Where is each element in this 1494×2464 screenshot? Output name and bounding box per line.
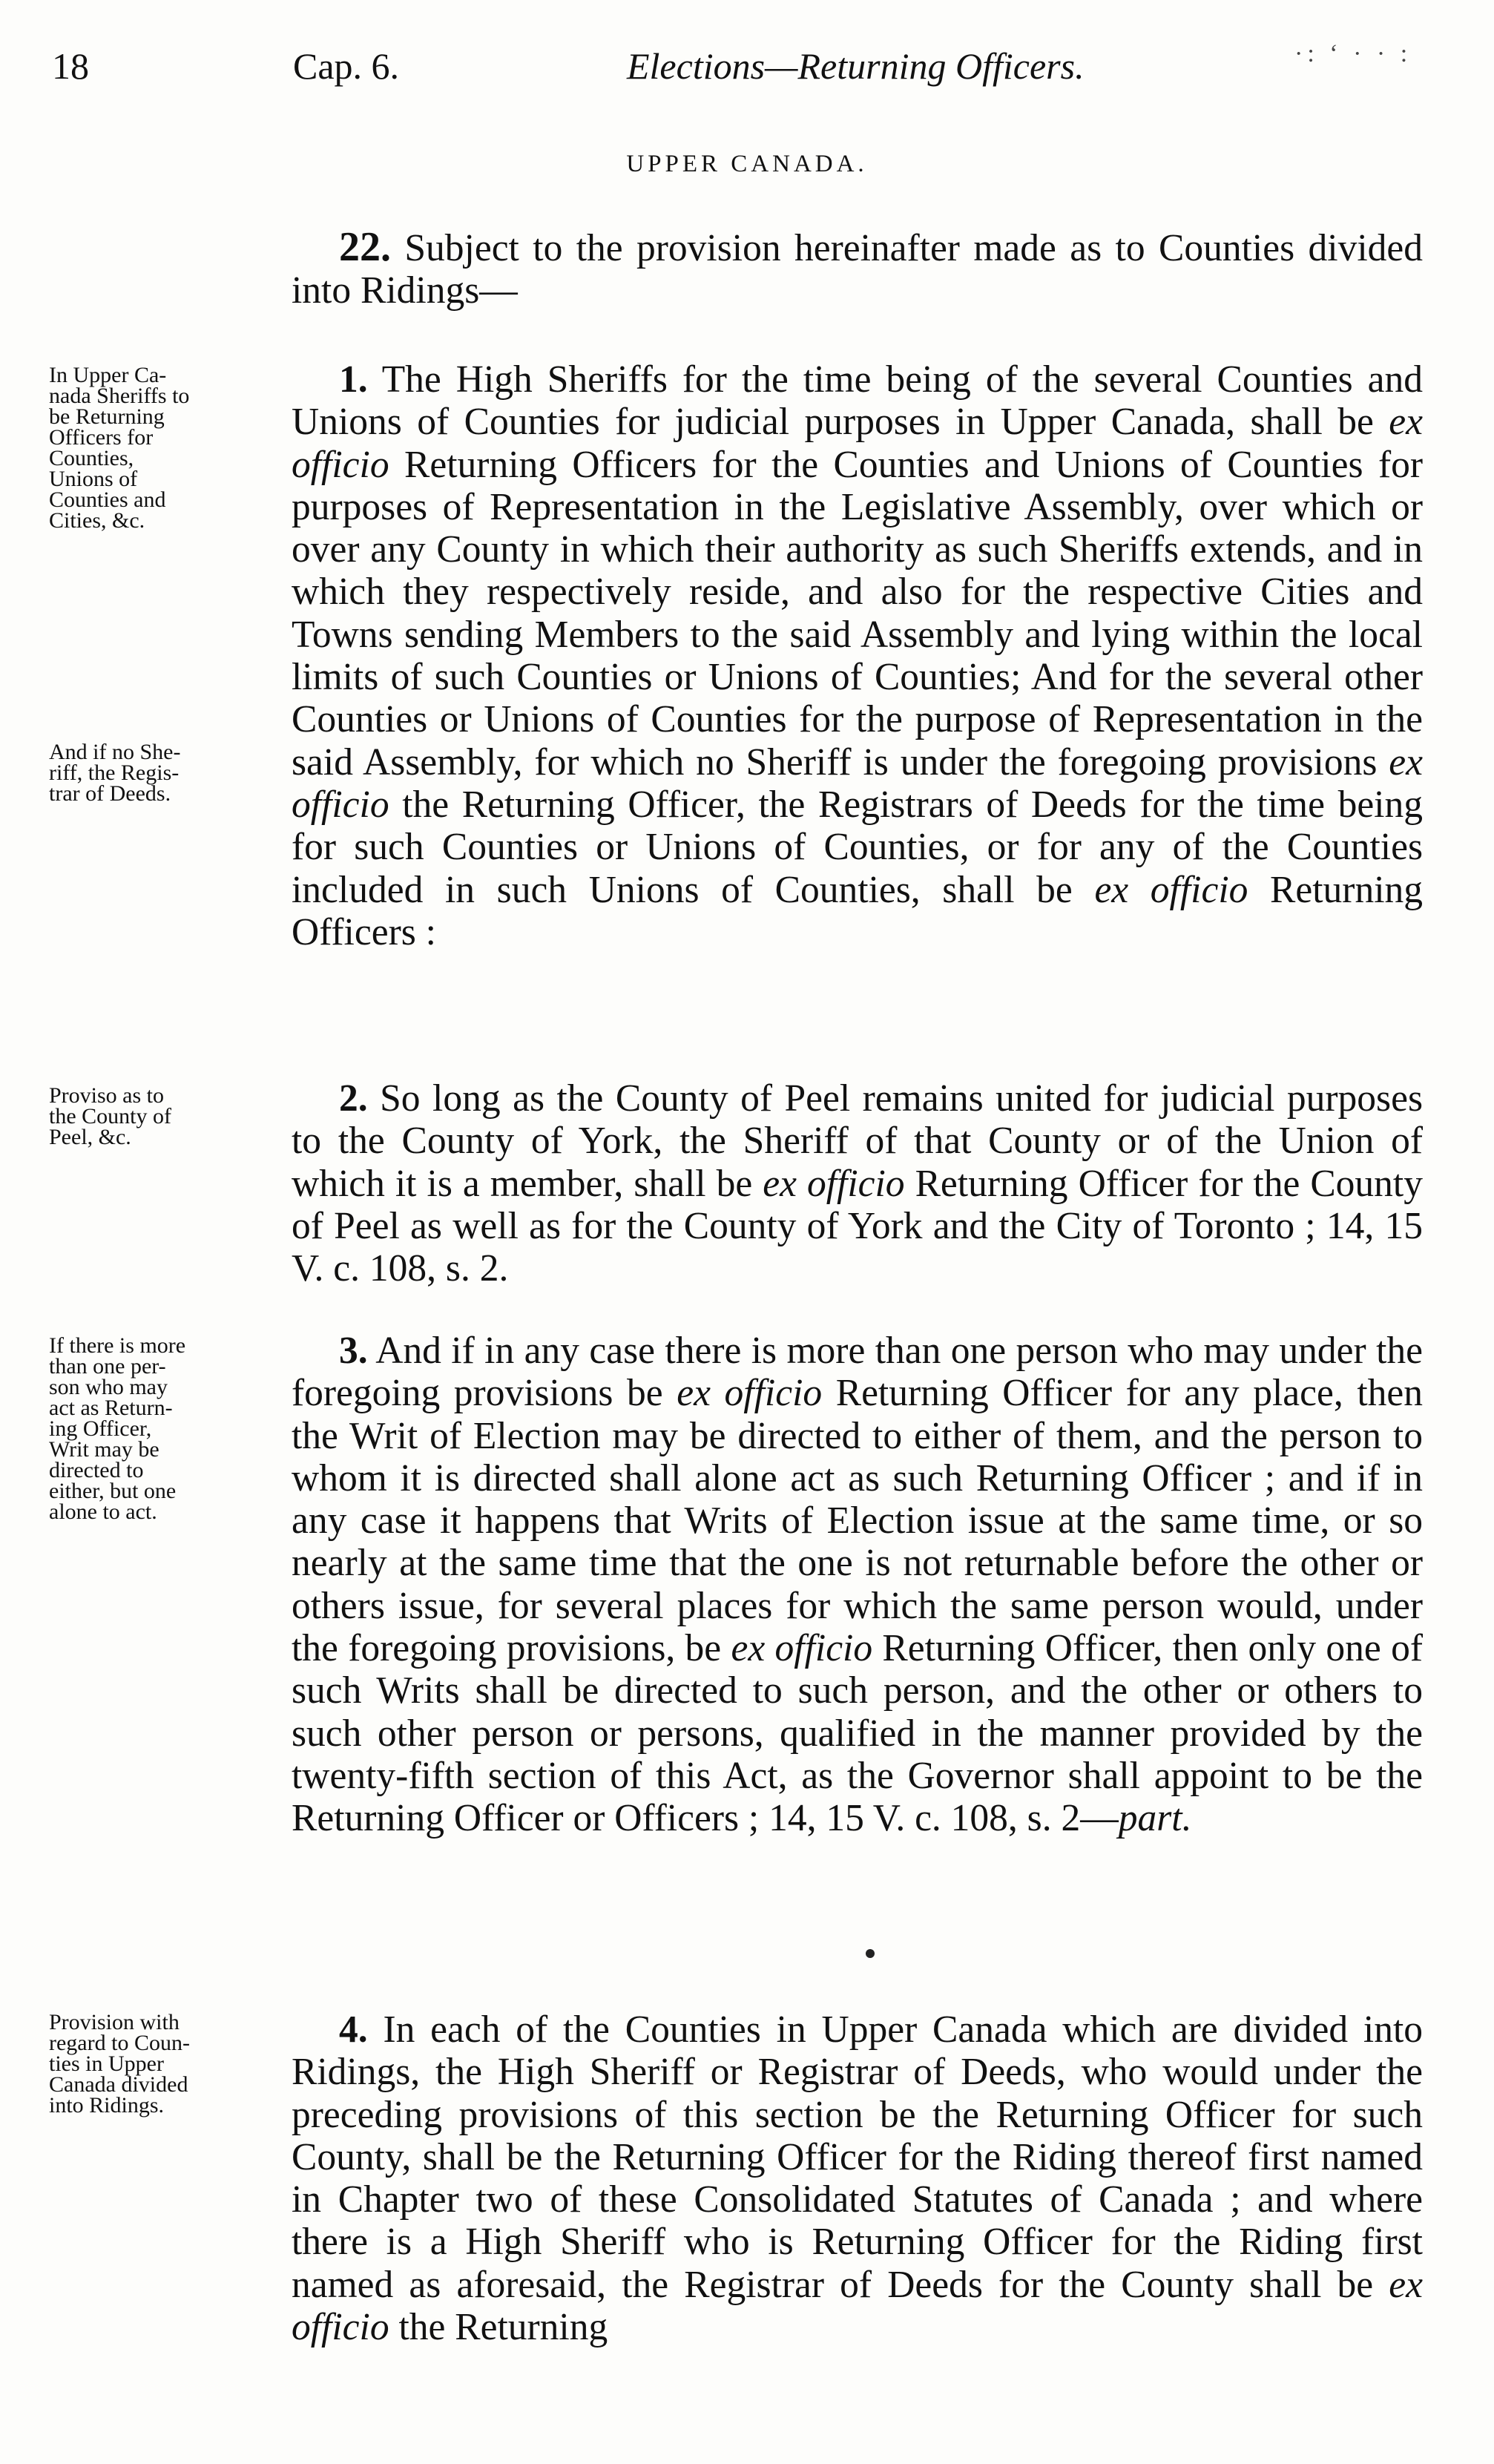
note-line: riff, the Regis- [49,760,180,785]
note-line: than one per- [49,1354,166,1379]
clause-number: 4. [339,2008,368,2051]
clause-italic: ex officio [1094,868,1248,911]
note-line: Proviso as to [49,1083,165,1108]
note-line: trar of Deeds. [49,781,171,806]
note-line: be Returning [49,404,165,429]
clause-text: the Returning [389,2306,608,2349]
note-line: regard to Coun- [49,2031,190,2055]
note-line: Canada divided [49,2072,188,2097]
note-line: alone to act. [49,1499,157,1524]
note-line: either, but one [49,1479,177,1503]
marginal-note-4 [49,1333,285,1524]
section-intro [292,226,1423,312]
clause-italic: ex officio [292,740,1423,826]
clause-1 [292,358,1423,953]
running-title: Elections—Returning Officers. [627,45,1085,87]
clause-italic: part. [1118,1797,1192,1840]
region-heading: UPPER CANADA. [626,151,868,177]
note-line: Peel, &c. [49,1125,131,1149]
marginal-note-5 [49,2012,285,2116]
print-marks: ·: ʻ · · : [1294,40,1412,68]
clause-text: And if in any case there is more than one person who may under the foregoing provisions be [292,1330,1423,1415]
clause-3 [292,1330,1423,1840]
note-line: act as Return- [49,1396,173,1420]
marginal-note-1 [49,365,285,531]
note-line: the County of [49,1104,171,1128]
note-line: Writ may be [49,1437,159,1462]
clause-number: 1. [339,358,368,401]
note-line: son who may [49,1375,168,1399]
note-line: Counties and [49,487,166,512]
clause-text: Returning Officer for the County of Peel as well as for the County of York and the City of Toronto ; 14, 15 V. c. 108, s. 2. [292,1162,1423,1290]
clause-text: Returning Officers for the Counties and Unions of Counties for purposes of Representation in the Legislative Assembly, over which or over any County in which their authority as such Sheriffs extends, and in which they respectively reside, and also for the respective Cities and Towns sending Members to the said Assembly and lying within the local limits of such Counties or Unions of Counties; And for the several other Counties or Unions of Counties for the purpose of Representation in the said Assembly, for which no Sheriff is under the foregoing provisions [292,443,1423,783]
note-line: Officers for [49,425,154,450]
chapter-label: Cap. 6. [293,45,400,87]
clause-text: The High Sheriffs for the time being of the several Counties and Unions of Counties for judicial purposes in Upper Canada, shall be [292,358,1423,444]
note-line: into Ridings. [49,2093,165,2118]
note-line: Provision with [49,2010,180,2034]
clause-italic: ex officio [677,1372,823,1415]
clause-italic: ex officio [731,1627,873,1670]
clause-text: In each of the Counties in Upper Canada which are divided into Ridings, the High Sheriff or Registrar of Deeds, who would under the preceding provisions of this section be the Returning Officer for such County, shall be the Returning Officer for the Riding thereof first named in Chapter two of these Consolidated Statutes of Canada ; and where there is a High Sheriff who is Returning Officer for the Riding first named as aforesaid, the Registrar of Deeds for the County shall be [292,2008,1424,2306]
note-line: In Upper Ca- [49,363,167,387]
clause-number: 2. [339,1077,368,1120]
note-line: directed to [49,1458,144,1482]
marginal-note-2 [49,742,285,804]
clause-2 [292,1077,1423,1290]
clause-text: So long as the County of Peel remains united for judicial purposes to the County of York, the Sheriff of that County or of the Union of which it is a member, shall be [292,1077,1424,1205]
section-number: 22. [339,224,391,270]
clause-text: Returning Officer, then only one of such Writs shall be directed to such person, and the other or others to such other person or persons, qualified in the manner provided by the twenty-fifth section of this Act, as the Governor shall appoint to be the Returning Officer or Officers ; 14, 15 V. c. 108, s. 2— [292,1627,1423,1840]
note-line: ing Officer, [49,1416,152,1441]
section-intro-text: Subject to the provision hereinafter made as to Counties divided into Ridings— [292,227,1423,312]
note-line: If there is more [49,1333,186,1358]
clause-text: Returning Officers : [292,868,1423,953]
note-line: nada Sheriffs to [49,384,190,408]
clause-italic: ex officio [292,401,1423,486]
note-line: Counties, [49,446,134,470]
clause-number: 3. [339,1330,368,1372]
clause-4 [292,2008,1423,2348]
clause-text: Returning Officer for any place, then the Writ of Election may be directed to either of them, and the person to whom it is directed shall alone act as such Returning Officer ; and if in any case it happens that Writs of Election issue at the same time, or so nearly at the same time that the one is not returnable before the other or others issue, for several places for which the same person would, under the foregoing provisions, be [292,1372,1423,1670]
clause-text: the Returning Officer, the Registrars of Deeds for the time being for such Counties or Unions of Counties, or for any of the Counties included in such Unions of Counties, shall be [292,783,1423,911]
note-line: And if no She- [49,740,181,764]
clause-italic: ex officio [763,1162,905,1205]
marginal-note-3 [49,1085,285,1148]
note-line: ties in Upper [49,2051,164,2076]
page-number: 18 [52,45,89,87]
note-line: Unions of [49,467,138,491]
clause-italic: ex officio [292,2263,1423,2349]
running-head [0,40,1494,104]
ink-dot [866,1949,875,1958]
note-line: Cities, &c. [49,508,145,533]
